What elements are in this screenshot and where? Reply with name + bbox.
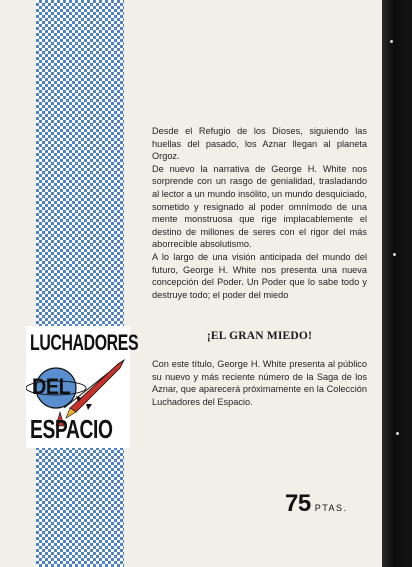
price-amount: 75: [285, 490, 311, 517]
synopsis-paragraph-2: De nuevo la narrativa de George H. White nos sorprende con un rasgo de genialidad, trasladando al lector a un mundo insólito, un mundo desquiciado, sometido y resignado al poder omnímodo de una mente monstruosa que rige implacablemente el destino de millones de seres con el rigor del más aborrecible absolutismo.: [152, 163, 367, 250]
synopsis-paragraph-1: Desde el Refugio de los Dioses, siguiendo las huellas del pasado, los Aznar llegan al planeta Orgoz.: [152, 126, 367, 162]
background-edge: [382, 0, 412, 567]
checkered-stripe: [36, 0, 124, 567]
announcement-text: Con este título, George H. White presenta al público su nuevo y más reciente número de la Saga de los Aznar, que aparecerá próximamente en la Colección Luchadores del Espacio.: [152, 359, 367, 407]
price-currency: PTAS.: [314, 503, 348, 513]
synopsis-text: [152, 125, 367, 301]
logo-line-3: ESPACIO: [30, 414, 113, 444]
price-tag: [285, 490, 348, 518]
logo-line-1: LUCHADORES: [30, 330, 139, 355]
logo-line-2: DEL: [32, 374, 71, 399]
next-title-heading: ¡EL GRAN MIEDO!: [206, 330, 313, 342]
collection-logo: [26, 326, 139, 448]
synopsis-paragraph-3: A lo largo de una visión anticipada del mundo del futuro, George H. White nos presenta una nueva concepción del Poder. Un Poder que lo sabe todo y destruye todo; el poder del miedo: [152, 251, 367, 300]
